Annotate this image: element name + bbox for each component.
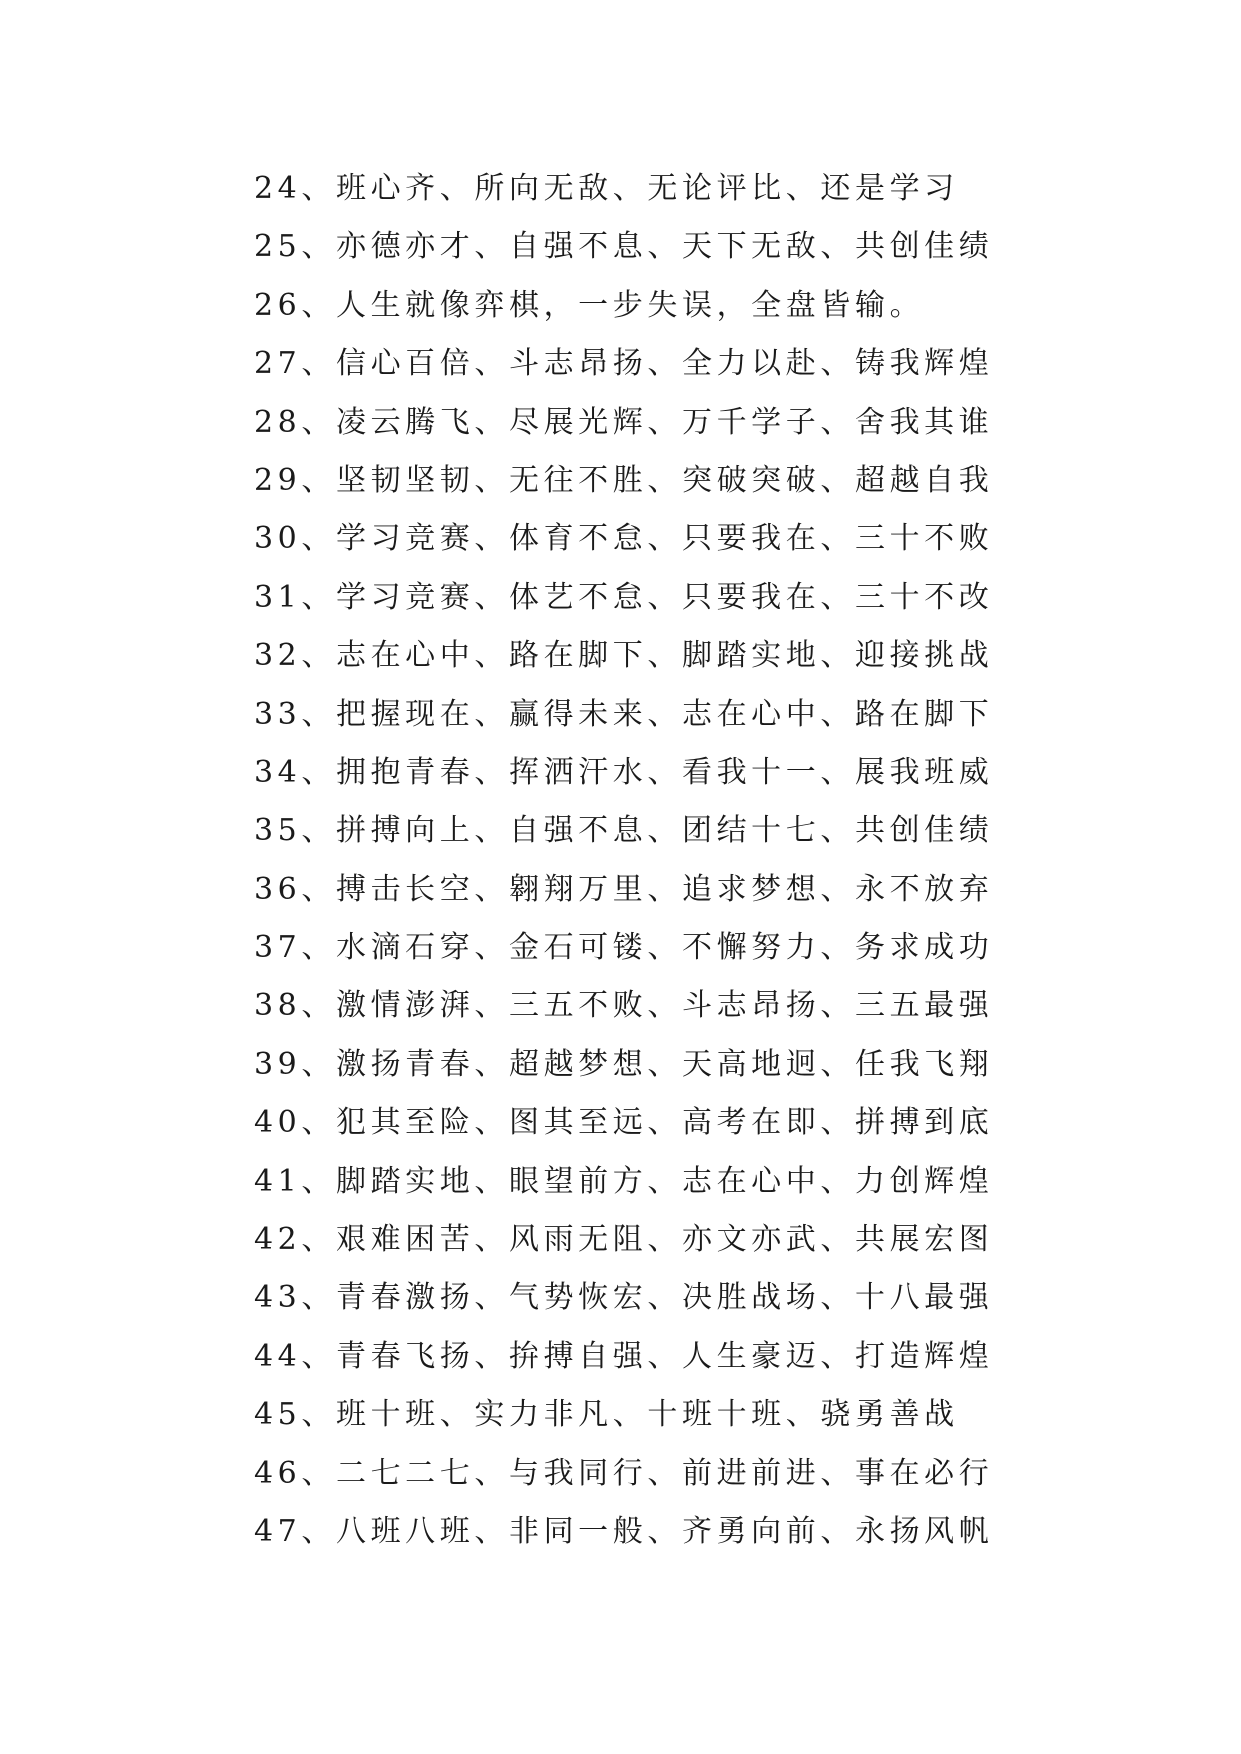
slogan-line: 40、犯其至险、图其至远、高考在即、拼搏到底 (254, 1105, 994, 1141)
slogan-line: 31、学习竞赛、体艺不怠、只要我在、三十不改 (254, 579, 994, 615)
slogan-line: 32、志在心中、路在脚下、脚踏实地、迎接挑战 (254, 638, 994, 674)
slogan-line: 29、坚韧坚韧、无往不胜、突破突破、超越自我 (254, 462, 994, 498)
slogan-line: 35、拼搏向上、自强不息、团结十七、共创佳绩 (254, 813, 994, 849)
slogan-list (254, 160, 1014, 1561)
slogan-line: 36、搏击长空、翱翔万里、追求梦想、永不放弃 (254, 871, 994, 907)
slogan-line: 45、班十班、实力非凡、十班十班、骁勇善战 (254, 1397, 959, 1433)
slogan-line: 39、激扬青春、超越梦想、天高地迥、任我飞翔 (254, 1046, 994, 1082)
slogan-line: 26、人生就像弈棋，一步失误，全盘皆输。 (254, 287, 925, 323)
slogan-line: 33、把握现在、赢得未来、志在心中、路在脚下 (254, 696, 994, 732)
slogan-line: 47、八班八班、非同一般、齐勇向前、永扬风帆 (254, 1513, 994, 1549)
slogan-line: 46、二七二七、与我同行、前进前进、事在必行 (254, 1455, 994, 1491)
slogan-line: 30、学习竞赛、体育不怠、只要我在、三十不败 (254, 521, 994, 557)
slogan-line: 43、青春激扬、气势恢宏、决胜战场、十八最强 (254, 1280, 994, 1316)
slogan-line: 25、亦德亦才、自强不息、天下无敌、共创佳绩 (254, 229, 994, 265)
slogan-line: 34、拥抱青春、挥洒汗水、看我十一、展我班威 (254, 754, 994, 790)
slogan-line: 24、班心齐、所向无敌、无论评比、还是学习 (254, 171, 959, 206)
slogan-line: 27、信心百倍、斗志昂扬、全力以赴、铸我辉煌 (254, 346, 994, 382)
slogan-line: 41、脚踏实地、眼望前方、志在心中、力创辉煌 (254, 1163, 994, 1199)
slogan-line: 42、艰难困苦、风雨无阻、亦文亦武、共展宏图 (254, 1222, 994, 1258)
slogan-line: 44、青春飞扬、拚搏自强、人生豪迈、打造辉煌 (254, 1338, 994, 1374)
slogan-line: 37、水滴石穿、金石可镂、不懈努力、务求成功 (254, 930, 994, 966)
slogan-line: 38、激情澎湃、三五不败、斗志昂扬、三五最强 (254, 988, 994, 1024)
slogan-line: 28、凌云腾飞、尽展光辉、万千学子、舍我其谁 (254, 404, 994, 440)
